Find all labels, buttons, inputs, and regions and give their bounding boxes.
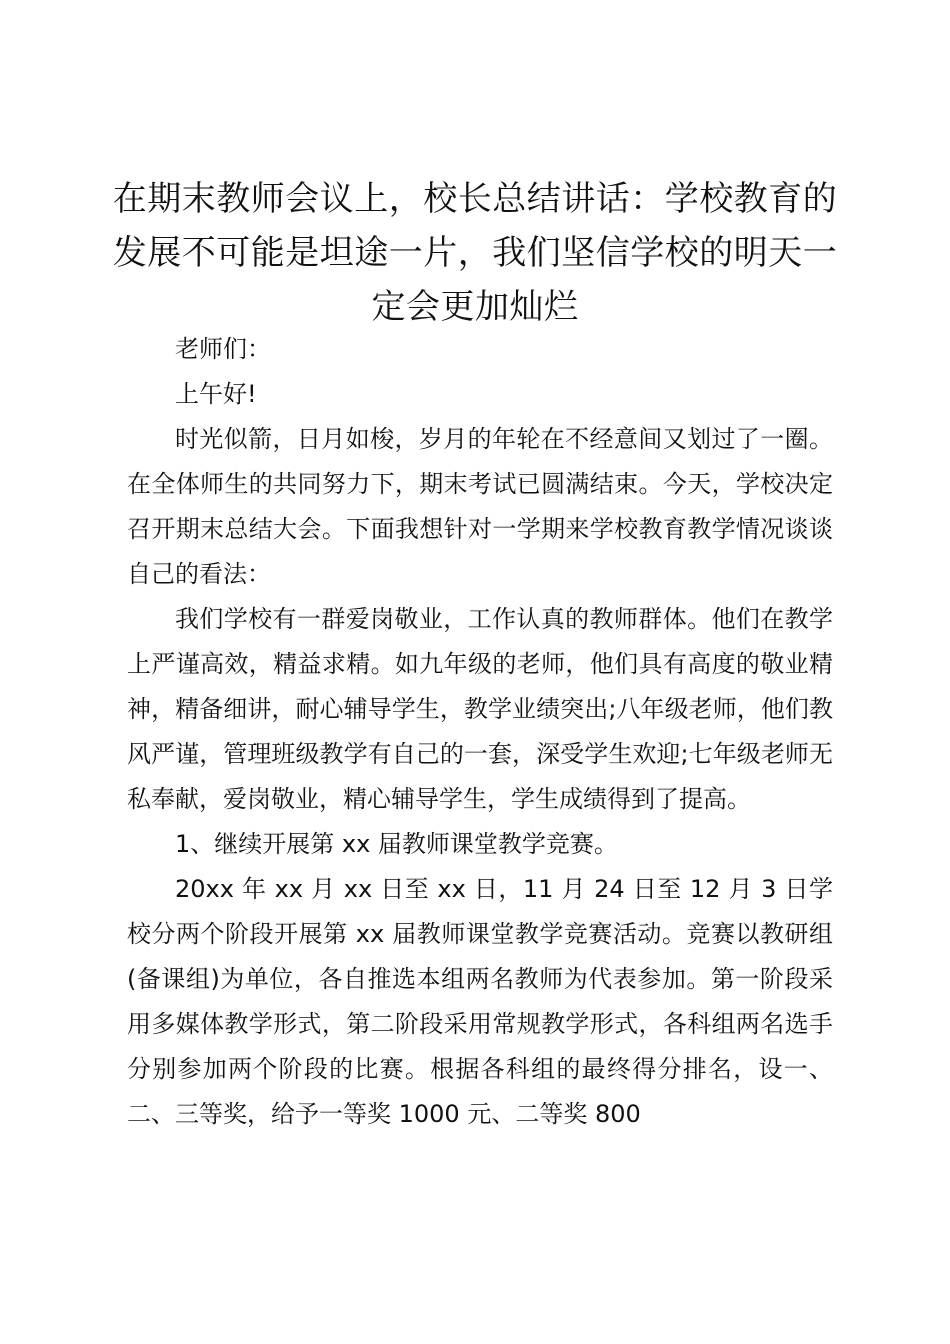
paragraph-intro: 时光似箭，日月如梭，岁月的年轮在不经意间又划过了一圈。在全体师生的共同努力下，期末考试已圆满结束。今天，学校决定召开期末总结大会。下面我想针对一学期来学校教育教学情况谈谈自己的看法： [127, 425, 833, 588]
paragraph-item-heading: 1、继续开展第 xx 届教师课堂教学竞赛。 [175, 830, 618, 858]
paragraph-greeting: 上午好! [175, 380, 257, 408]
document-body [127, 327, 833, 1137]
document-title: 在期末教师会议上，校长总结讲话：学校教育的发展不可能是坦途一片，我们坚信学校的明天一定会更加灿烂 [112, 179, 838, 327]
paragraph-competition: 20xx 年 xx 月 xx 日至 xx 日，11 月 24 日至 12 月 3 日学校分两个阶段开展第 xx 届教师课堂教学竞赛活动。竞赛以教研组(备课组)为单位，各自推选本组两名教师为代表参加。第一阶段采用多媒体教学形式，第二阶段采用常规教学形式，各科组两名选手分别参加两个阶段的比赛。根据各科组的最终得分排名，设一、二、三等奖，给予一等奖 1000 元、二等奖 800 [127, 875, 833, 1128]
paragraph-salutation: 老师们： [175, 335, 271, 363]
paragraph-teachers: 我们学校有一群爱岗敬业，工作认真的教师群体。他们在教学上严谨高效，精益求精。如九年级的老师，他们具有高度的敬业精神，精备细讲，耐心辅导学生，教学业绩突出;八年级老师，他们教风严谨，管理班级教学有自己的一套，深受学生欢迎;七年级老师无私奉献，爱岗敬业，精心辅导学生，学生成绩得到了提高。 [127, 605, 833, 813]
